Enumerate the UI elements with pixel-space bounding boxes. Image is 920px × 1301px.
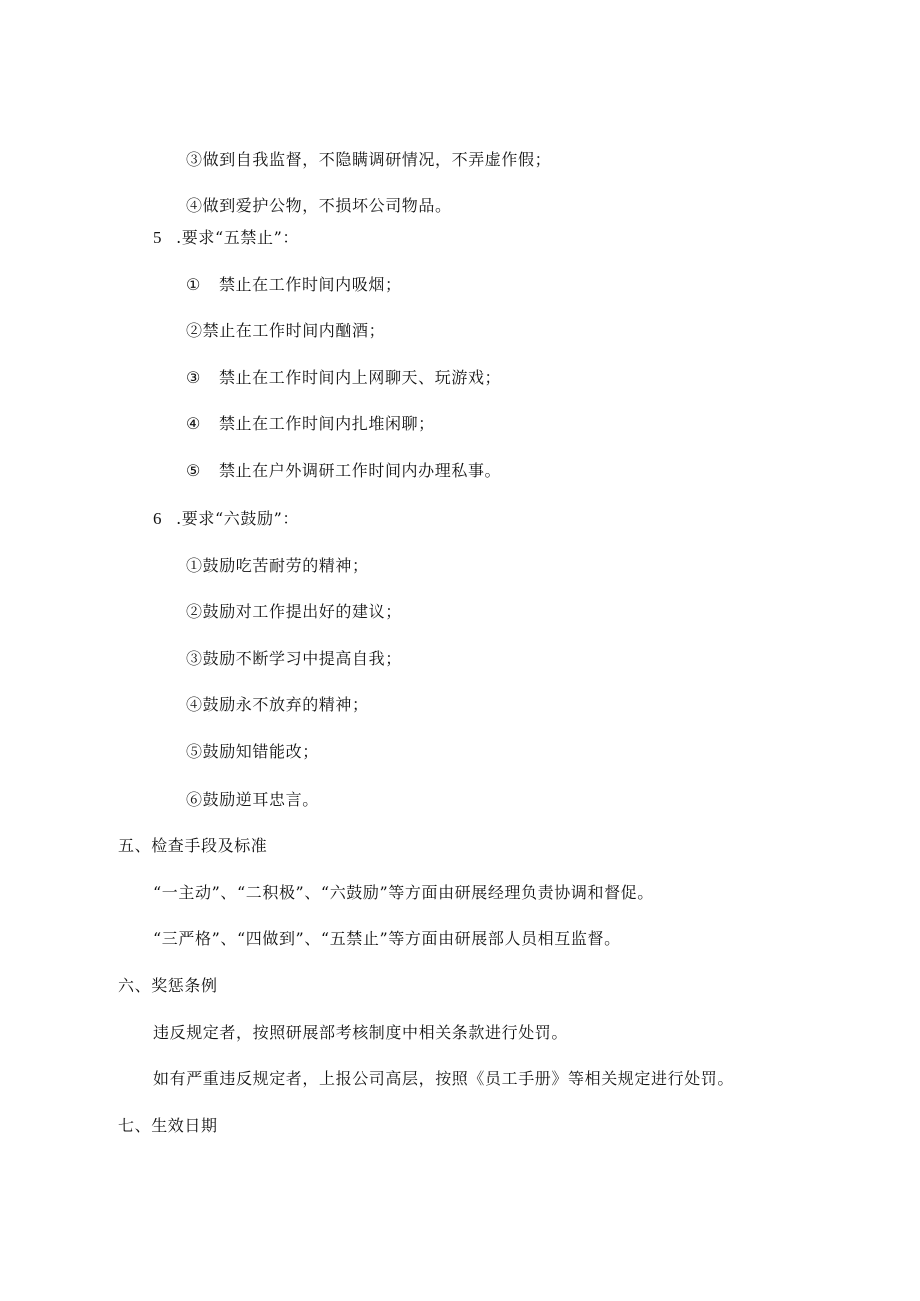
item-text: 禁止在工作时间内上网聊天、玩游戏； [218,368,502,387]
section-heading: 七、生效日期 [118,1116,218,1135]
paragraph: 违反规定者，按照研展部考核制度中相关条款进行处罚。 [153,1023,569,1042]
subsection-title: .要求“六鼓励”： [176,509,299,528]
subsection-heading-6 [153,509,299,529]
item-marker: ③ [186,368,201,387]
list-item: ③鼓励不断学习中提高自我； [186,649,402,668]
paragraph: 如有严重违反规定者，上报公司高层，按照《员工手册》等相关规定进行处罚。 [153,1069,735,1088]
section-heading: 六、奖惩条例 [118,976,218,995]
section-heading: 五、检查手段及标准 [118,836,268,855]
item-text: 禁止在工作时间内吸烟； [218,275,402,294]
item-marker: ① [186,275,201,294]
list-item [186,275,402,295]
list-item: ②鼓励对工作提出好的建议； [186,602,402,621]
item-text: 禁止在工作时间内扎堆闲聊； [218,414,435,433]
paragraph: “一主动”、“二积极”、“六鼓励”等方面由研展经理负责协调和督促。 [153,883,654,902]
item-text: 禁止在户外调研工作时间内办理私事。 [218,461,502,480]
paragraph: “三严格”、“四做到”、“五禁止”等方面由研展部人员相互监督。 [153,929,621,948]
item-text: ②禁止在工作时间内酗酒； [186,321,386,340]
subsection-heading-5 [153,228,299,248]
list-item: ⑤鼓励知错能改； [186,742,319,761]
list-item: ⑥鼓励逆耳忠言。 [186,790,319,809]
list-item [186,461,501,481]
item-marker: ④ [186,414,201,433]
subsection-number: 5 [153,228,163,247]
list-item: ④做到爱护公物，不损坏公司物品。 [186,196,452,215]
list-item [186,368,501,388]
subsection-title: .要求“五禁止”： [176,228,299,247]
list-item: ④鼓励永不放弃的精神； [186,695,369,714]
list-item [186,414,435,434]
list-item: ①鼓励吃苦耐劳的精神； [186,556,369,575]
subsection-number: 6 [153,509,163,528]
list-item [186,321,385,341]
list-item: ③做到自我监督，不隐瞒调研情况，不弄虚作假； [186,150,552,169]
item-marker: ⑤ [186,461,201,480]
